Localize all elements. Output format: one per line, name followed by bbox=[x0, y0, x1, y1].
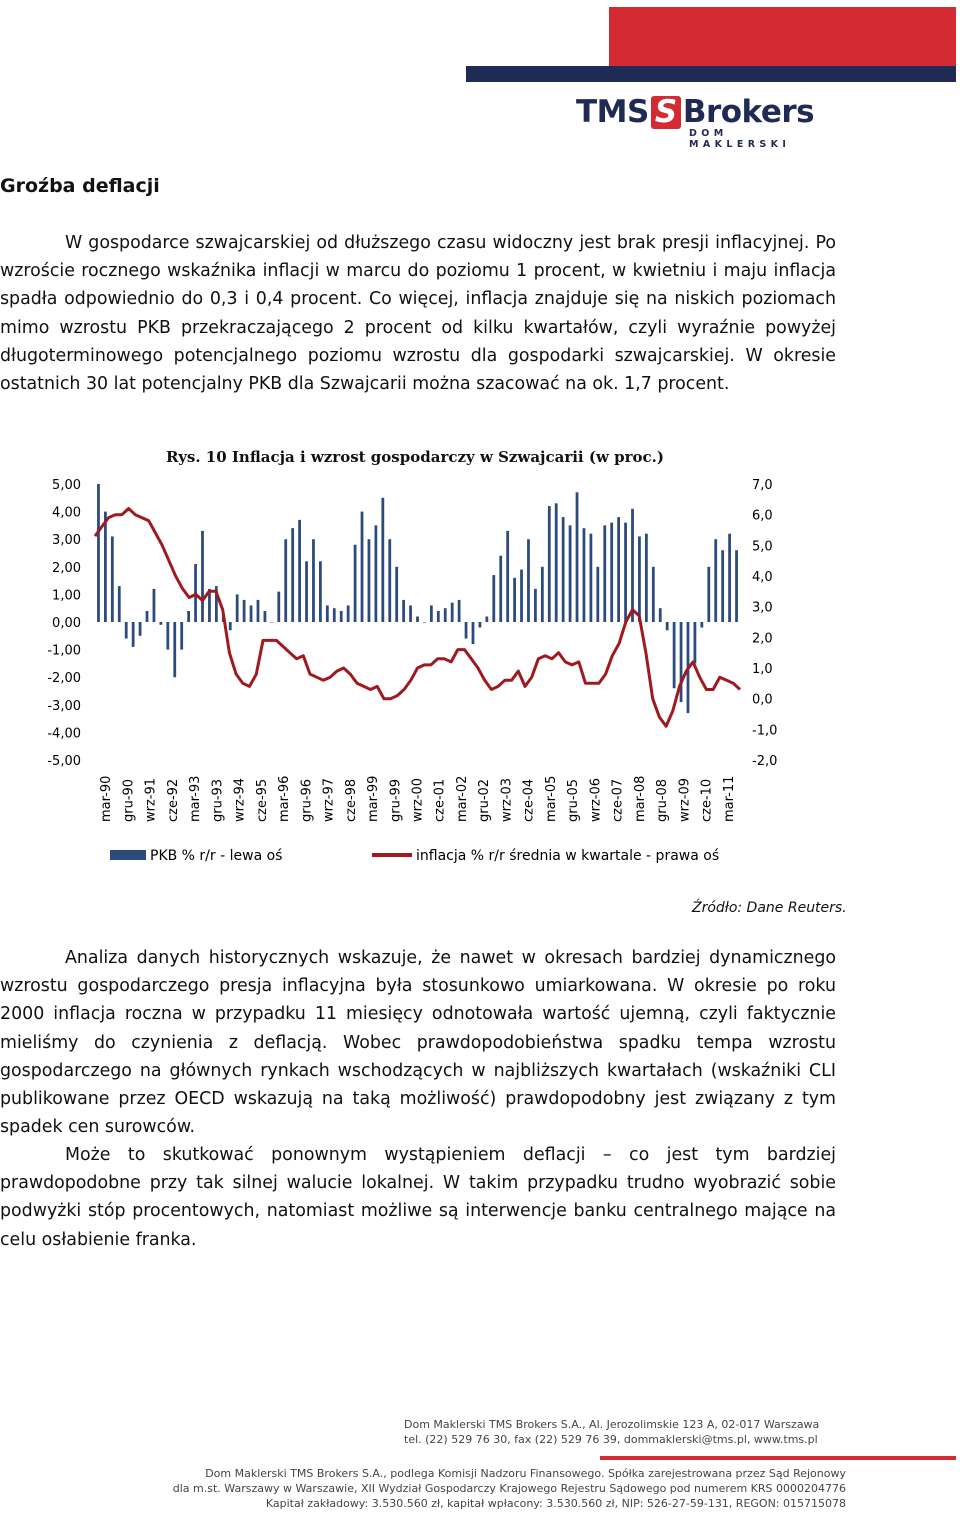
pkb-bar bbox=[361, 512, 364, 622]
pkb-bar bbox=[118, 586, 121, 622]
pkb-bar bbox=[160, 622, 163, 625]
legend-inflation-label: inflacja % r/r średnia w kwartale - prawa oś bbox=[416, 848, 720, 864]
pkb-bar bbox=[465, 622, 468, 639]
y-left-tick-label: 3,00 bbox=[52, 533, 81, 549]
x-category-label: wrz-03 bbox=[499, 777, 515, 822]
pkb-bar bbox=[340, 611, 343, 622]
pkb-bar bbox=[326, 605, 329, 622]
pkb-bar bbox=[402, 600, 405, 622]
pkb-bar bbox=[201, 531, 204, 622]
pkb-bar bbox=[395, 567, 398, 622]
x-category-label: wrz-00 bbox=[410, 777, 426, 822]
figure-caption: Rys. 10 Inflacja i wzrost gospodarczy w Szwajcarii (w proc.) bbox=[166, 448, 664, 466]
pkb-bar bbox=[298, 520, 301, 622]
x-category-label: cze-98 bbox=[343, 778, 359, 822]
pkb-bar bbox=[534, 589, 537, 622]
pkb-bar bbox=[631, 509, 634, 622]
pkb-bar bbox=[645, 534, 648, 622]
paragraph-2: Analiza danych historycznych wskazuje, że nawet w okresach bardziej dynamicznego wzrostu gospodarczego presja inflacyjna była stosunkowo umiarkowana. W okresie po roku 2000 inflacja roczna w przypadku 11 miesięcy odnotowała wartość ujemną, czyli faktycznie mieliśmy do czynienia z deflacją. Wobec prawdopodobieństwa spadku tempa wzrostu gospodarczego na głównych rynkach wschodzących w najbliższych kwartałach (wskaźniki CLI publikowane przez OECD wskazują na taką możliwość) prawdopodobny jest związany z tym spadek cen surowców. bbox=[0, 948, 836, 1138]
footer-address: Dom Maklerski TMS Brokers S.A., Al. Jerozolimskie 123 A, 02-017 Warszawa bbox=[404, 1418, 820, 1431]
pkb-bar bbox=[416, 616, 419, 622]
pkb-bar bbox=[506, 531, 509, 622]
pkb-bar bbox=[492, 575, 495, 622]
x-category-label: mar-11 bbox=[721, 775, 737, 822]
x-category-label: cze-07 bbox=[610, 778, 626, 822]
pkb-bar bbox=[125, 622, 128, 639]
footer-legal-line-2: dla m.st. Warszawy w Warszawie, XII Wydział Gospodarczy Krajowego Rejestru Sądowego pod numerem KRS 0000204776 bbox=[172, 1482, 846, 1495]
pkb-bar bbox=[319, 561, 322, 622]
y-right-tick-label: 2,0 bbox=[752, 631, 773, 647]
pkb-bar bbox=[680, 622, 683, 702]
pkb-bar bbox=[707, 567, 710, 622]
figure-source: Źródło: Dane Reuters. bbox=[692, 900, 847, 916]
pkb-bar bbox=[596, 567, 599, 622]
x-category-label: mar-90 bbox=[99, 775, 115, 822]
pkb-bar bbox=[236, 594, 239, 622]
pkb-bar bbox=[97, 484, 100, 622]
y-right-tick-label: 5,0 bbox=[752, 539, 773, 555]
pkb-bar bbox=[368, 539, 371, 622]
pkb-bar bbox=[673, 622, 676, 688]
x-category-label: cze-04 bbox=[521, 778, 537, 822]
pkb-bar bbox=[700, 622, 703, 628]
pkb-bar bbox=[562, 517, 565, 622]
y-right-tick-label: 4,0 bbox=[752, 570, 773, 585]
pkb-bar bbox=[513, 578, 516, 622]
pkb-bar bbox=[728, 534, 731, 622]
y-right-tick-label: 3,0 bbox=[752, 600, 773, 616]
pkb-bar bbox=[659, 608, 662, 622]
pkb-bar bbox=[333, 608, 336, 622]
pkb-bar bbox=[548, 506, 551, 622]
footer-legal-line-3: Kapitał zakładowy: 3.530.560 zł, kapitał wpłacony: 3.530.560 zł, NIP: 526-27-59-131, REGON: 015715078 bbox=[265, 1497, 846, 1510]
x-category-label: mar-96 bbox=[277, 775, 293, 822]
pkb-bar bbox=[624, 523, 627, 622]
x-category-label: gru-02 bbox=[477, 778, 493, 822]
footer-legal bbox=[146, 1466, 846, 1511]
x-category-label: gru-08 bbox=[655, 778, 671, 822]
pkb-bar bbox=[617, 517, 620, 622]
y-left-tick-label: -1,00 bbox=[47, 643, 81, 659]
x-category-label: mar-08 bbox=[632, 775, 648, 822]
pkb-bar bbox=[423, 622, 426, 623]
pkb-bar bbox=[603, 525, 606, 622]
y-right-tick-label: -2,0 bbox=[752, 754, 778, 769]
pkb-bar bbox=[583, 528, 586, 622]
pkb-bar bbox=[132, 622, 135, 647]
y-left-tick-label: -3,00 bbox=[47, 698, 81, 714]
pkb-bar bbox=[430, 605, 433, 622]
x-category-label: cze-95 bbox=[254, 778, 270, 822]
footer-phones: tel. (22) 529 76 30, fax (22) 529 76 39, dommaklerski@tms.pl, www.tms.pl bbox=[404, 1433, 818, 1446]
pkb-bar bbox=[652, 567, 655, 622]
x-category-label: gru-99 bbox=[388, 778, 404, 822]
x-category-label: mar-93 bbox=[188, 775, 204, 822]
pkb-bar bbox=[173, 622, 176, 677]
pkb-bar bbox=[250, 605, 253, 622]
tms-brokers-logo bbox=[576, 94, 816, 150]
x-category-label: cze-10 bbox=[699, 778, 715, 822]
pkb-bar bbox=[437, 611, 440, 622]
pkb-bar bbox=[527, 539, 530, 622]
pkb-bar bbox=[354, 545, 357, 622]
paragraph-3: Może to skutkować ponownym wystąpieniem deflacji – co jest tym bardziej prawdopodobne przy tak silnej walucie lokalnej. W takim przypadku trudno wyobrazić sobie podwyżki stóp procentowych, natomiast możliwe są interwencje banku centralnego mające na celu osłabienie franka. bbox=[0, 1145, 836, 1250]
y-right-tick-label: -1,0 bbox=[752, 723, 778, 739]
logo-wordmark: TMS S Brokers bbox=[576, 94, 815, 130]
pkb-bar bbox=[139, 622, 142, 636]
y-left-tick-label: 0,00 bbox=[52, 616, 81, 631]
header-red-band bbox=[609, 7, 956, 71]
x-category-label: mar-99 bbox=[366, 775, 382, 822]
pkb-bar bbox=[146, 611, 149, 622]
y-left-tick-label: -2,00 bbox=[47, 671, 81, 687]
paragraph-1: W gospodarce szwajcarskiej od dłuższego czasu widoczny jest brak presji inflacyjnej. Po wzroście rocznego wskaźnika inflacji w marcu do poziomu 1 procent, w kwietniu i maju inflacja spadła odpowiednio do 0,3 i 0,4 procent. Co więcej, inflacja znajduje się na niskich poziomach mimo wzrostu PKB przekraczającego 2 procent od kilku kwartałów, czyli wyraźnie powyżej długoterminowego potencjalnego poziomu wzrostu dla gospodarki szwajcarskiej. W okresie ostatnich 30 lat potencjalny PKB dla Szwajcarii można szacować na ok. 1,7 procent. bbox=[0, 233, 836, 395]
pkb-bar bbox=[694, 622, 697, 663]
y-left-tick-label: -5,00 bbox=[47, 754, 81, 769]
pkb-bar bbox=[520, 570, 523, 622]
pkb-bar bbox=[180, 622, 183, 650]
x-category-label: cze-01 bbox=[432, 778, 448, 822]
x-category-label: gru-93 bbox=[210, 778, 226, 822]
pkb-bar bbox=[569, 525, 572, 622]
pkb-bar bbox=[590, 534, 593, 622]
pkb-bar bbox=[284, 539, 287, 622]
pkb-bar bbox=[610, 523, 613, 622]
pkb-bar bbox=[576, 492, 579, 622]
pkb-bar bbox=[714, 539, 717, 622]
x-category-label: wrz-94 bbox=[232, 777, 248, 822]
y-right-tick-label: 6,0 bbox=[752, 508, 773, 524]
y-left-tick-label: 2,00 bbox=[52, 560, 81, 576]
pkb-bar bbox=[104, 512, 107, 622]
pkb-bar bbox=[479, 622, 482, 628]
x-category-label: wrz-91 bbox=[143, 777, 159, 822]
pkb-bar bbox=[451, 603, 454, 622]
x-category-label: mar-02 bbox=[454, 775, 470, 822]
pkb-bar bbox=[111, 536, 114, 622]
pkb-bar bbox=[375, 525, 378, 622]
y-right-tick-label: 7,0 bbox=[752, 478, 773, 493]
pkb-bar bbox=[472, 622, 475, 644]
pkb-bar bbox=[277, 592, 280, 622]
pkb-bar bbox=[243, 600, 246, 622]
footer-red-rule bbox=[600, 1456, 956, 1460]
pkb-bar bbox=[229, 622, 232, 630]
x-category-label: wrz-97 bbox=[321, 777, 337, 822]
pkb-bar bbox=[555, 503, 558, 622]
pkb-bar bbox=[347, 605, 350, 622]
pkb-bar bbox=[166, 622, 169, 650]
x-category-label: wrz-09 bbox=[677, 777, 693, 822]
pkb-bar bbox=[721, 550, 724, 622]
x-category-label: gru-96 bbox=[299, 778, 315, 822]
logo-s-mark: S bbox=[651, 96, 681, 129]
y-left-tick-label: 5,00 bbox=[52, 478, 81, 493]
pkb-bar bbox=[312, 539, 315, 622]
pkb-bar bbox=[499, 556, 502, 622]
logo-subtitle: DOM MAKLERSKI bbox=[689, 128, 791, 150]
x-category-label: mar-05 bbox=[543, 775, 559, 822]
section-heading: Groźba deflacji bbox=[0, 175, 160, 197]
header-navy-band bbox=[466, 66, 956, 82]
x-category-label: gru-90 bbox=[121, 778, 137, 822]
footer-contact bbox=[404, 1417, 819, 1447]
legend-pkb-swatch bbox=[110, 850, 146, 860]
y-left-tick-label: 1,00 bbox=[52, 588, 81, 604]
pkb-bar bbox=[638, 536, 641, 622]
pkb-bar bbox=[541, 567, 544, 622]
pkb-bar bbox=[187, 611, 190, 622]
pkb-bar bbox=[305, 561, 308, 622]
y-right-tick-label: 1,0 bbox=[752, 662, 773, 677]
pkb-bar bbox=[409, 605, 412, 622]
pkb-bar bbox=[257, 600, 260, 622]
y-left-tick-label: -4,00 bbox=[47, 726, 81, 742]
pkb-bar bbox=[381, 498, 384, 622]
y-right-tick-label: 0,0 bbox=[752, 692, 773, 708]
x-category-label: cze-92 bbox=[165, 778, 181, 822]
pkb-bar bbox=[444, 608, 447, 622]
footer-legal-line-1: Dom Maklerski TMS Brokers S.A., podlega Komisji Nadzoru Finansowego. Spółka zarejestrowana przez Sąd Rejonowy bbox=[205, 1467, 846, 1480]
inflation-gdp-chart bbox=[40, 468, 800, 878]
pkb-bar bbox=[270, 622, 273, 623]
pkb-bar bbox=[291, 528, 294, 622]
pkb-bar bbox=[153, 589, 156, 622]
legend-pkb-label: PKB % r/r - lewa oś bbox=[150, 848, 283, 864]
pkb-bar bbox=[735, 550, 738, 622]
pkb-bar bbox=[485, 616, 488, 622]
pkb-bar bbox=[388, 539, 391, 622]
pkb-bar bbox=[666, 622, 669, 630]
y-left-tick-label: 4,00 bbox=[52, 505, 81, 521]
pkb-bar bbox=[264, 611, 267, 622]
x-category-label: gru-05 bbox=[566, 778, 582, 822]
pkb-bar bbox=[458, 600, 461, 622]
x-category-label: wrz-06 bbox=[588, 777, 604, 822]
